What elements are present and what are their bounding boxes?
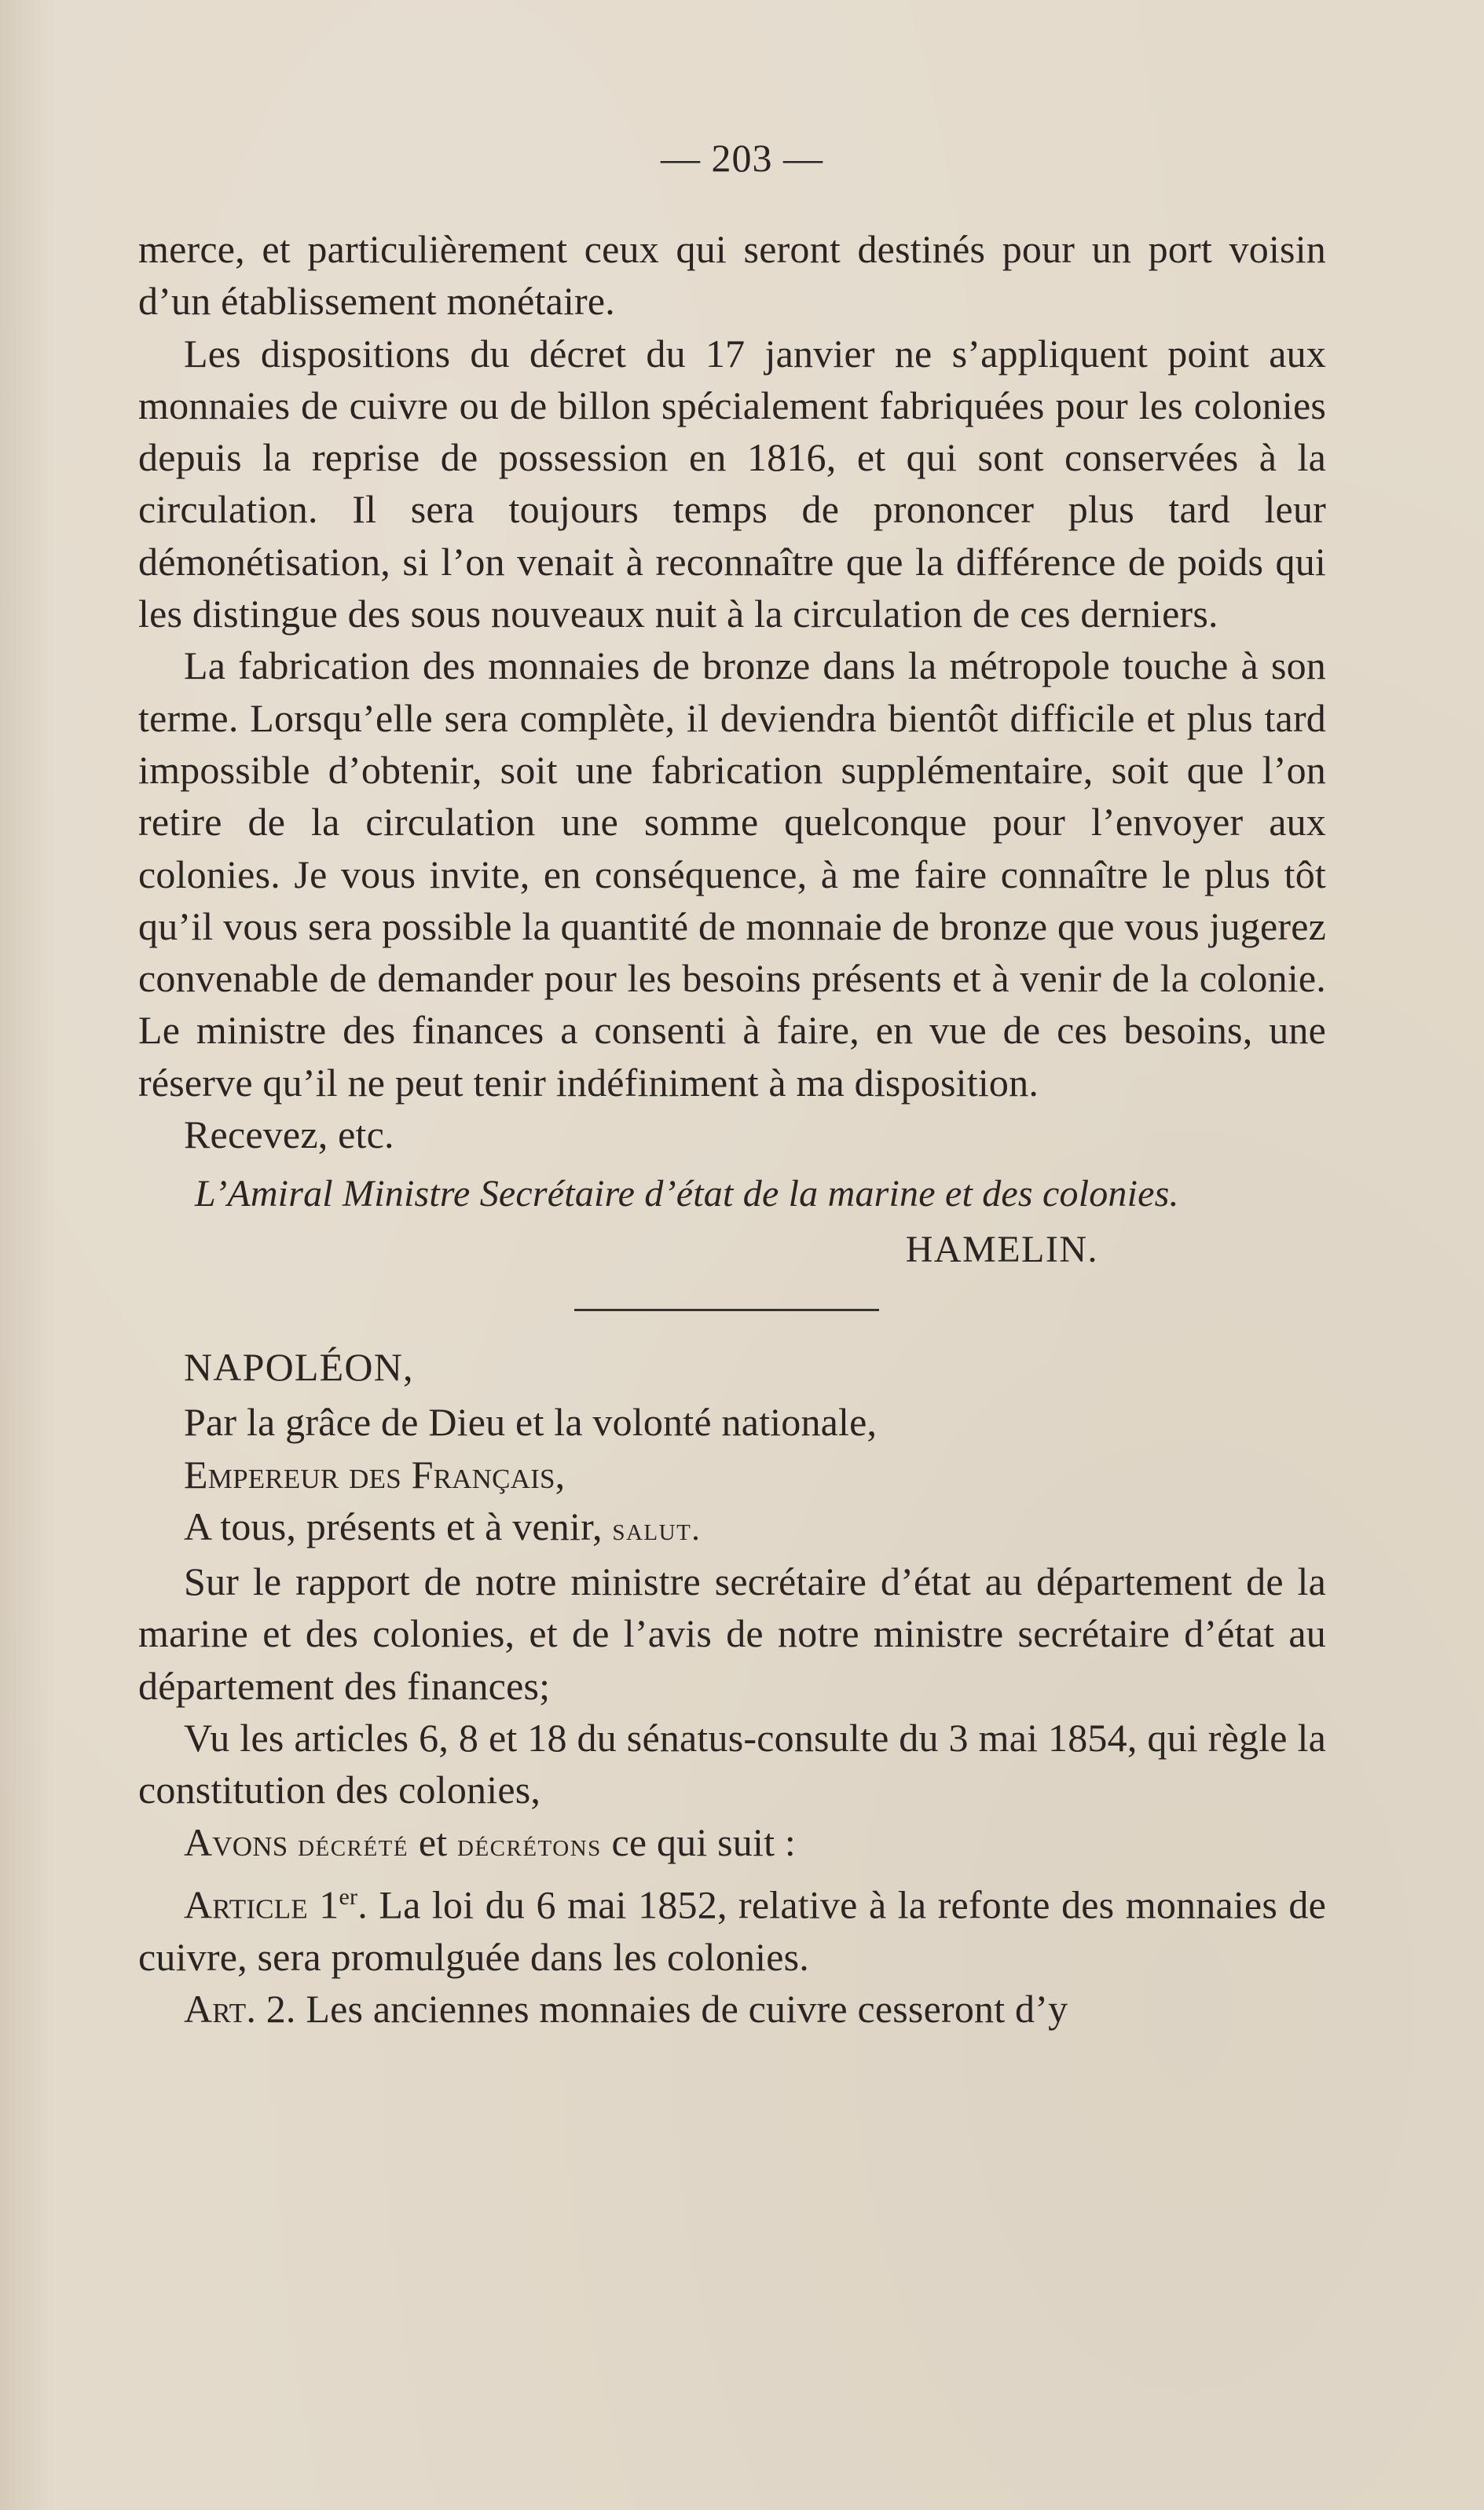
page-number: — 203 — [661, 136, 823, 180]
signature-name: HAMELIN. [905, 1228, 1098, 1270]
decree-article-2 [138, 1983, 1326, 2035]
paragraph-continuation: merce, et particulièrement ceux qui seront destinés pour un port voisin d’un établissement monétaire. [138, 227, 1326, 324]
decrete-word: décrété [298, 1827, 409, 1863]
avons-word: Avons [184, 1819, 288, 1864]
decretons-word: décrétons [457, 1827, 602, 1863]
article-2-label: Art. [184, 1987, 257, 2032]
salut-word: salut. [612, 1511, 702, 1548]
paragraph-fabrication: La fabrication des monnaies de bronze dans la métropole touche à son terme. Lorsqu’elle sera complète, il deviendra bientôt difficile et plus tard impossible d’obtenir, soit une fabrication supplémentaire, soit que l’on retire de la circulation une somme quelconque pour l’envoyer aux colonies. Je vous invite, en conséquence, à me faire connaître le plus tôt qu’il vous sera possible la quantité de monnaie de bronze que vous jugerez convenable de demander pour les besoins présents et à venir de la colonie. Le ministre des finances a consenti à faire, en vue de ces besoins, une réserve qu’il ne peut tenir indéfiniment à ma disposition. [138, 643, 1326, 1105]
page-edge-shadow [0, 0, 55, 2510]
paragraph-dispositions: Les dispositions du décret du 17 janvier ne s’appliquent point aux monnaies de cuivre ou de billon spécialement fabriquées pour les colonies depuis la reprise de possession en 1816, et qui sont conservées à la circulation. Il sera toujours temps de prononcer plus tard leur démonétisation, si l’on venait à reconnaître que la différence de poids qui les distingue des sous nouveaux nuit à la circulation de ces derniers. [138, 331, 1326, 636]
page-body [138, 223, 1326, 2035]
paragraph-closing: Recevez, etc. [184, 1112, 394, 1157]
signature-title: L’Amiral Ministre Secrétaire d’état de la marine et des colonies. [195, 1173, 1179, 1215]
article-2-text: 2. Les anciennes monnaies de cuivre cesseront d’y [266, 1987, 1068, 2032]
salut-prefix: A tous, présents et à venir, [184, 1504, 603, 1548]
decree-vu-paragraph: Vu les articles 6, 8 et 18 du sénatus-consulte du 3 mai 1854, qui règle la constitution des colonies, [138, 1716, 1326, 1812]
decree-report-paragraph: Sur le rapport de notre ministre secrétaire d’état au département de la marine et des colonies, et de l’avis de notre ministre secrétaire d’état au département des finances; [138, 1559, 1326, 1708]
decree-avons-line [138, 1816, 1326, 1871]
article-1-text: . La loi du 6 mai 1852, relative à la refonte des monnaies de cuivre, sera promulguée dans les colonies. [138, 1882, 1326, 1979]
article-1-sup: er [339, 1883, 358, 1910]
decree-grace-line: Par la grâce de Dieu et la volonté nationale, [184, 1400, 878, 1445]
decree-emperor-line: Empereur des Français, [184, 1452, 566, 1497]
article-1-label: Article 1 [184, 1882, 339, 1927]
decree-heading: NAPOLÉON, [184, 1344, 414, 1389]
section-divider [574, 1309, 879, 1311]
decree-salut-line [138, 1501, 1326, 1555]
suit-phrase: ce qui suit : [611, 1819, 796, 1864]
decree-article-1 [138, 1871, 1326, 1983]
et-word: et [418, 1819, 448, 1864]
